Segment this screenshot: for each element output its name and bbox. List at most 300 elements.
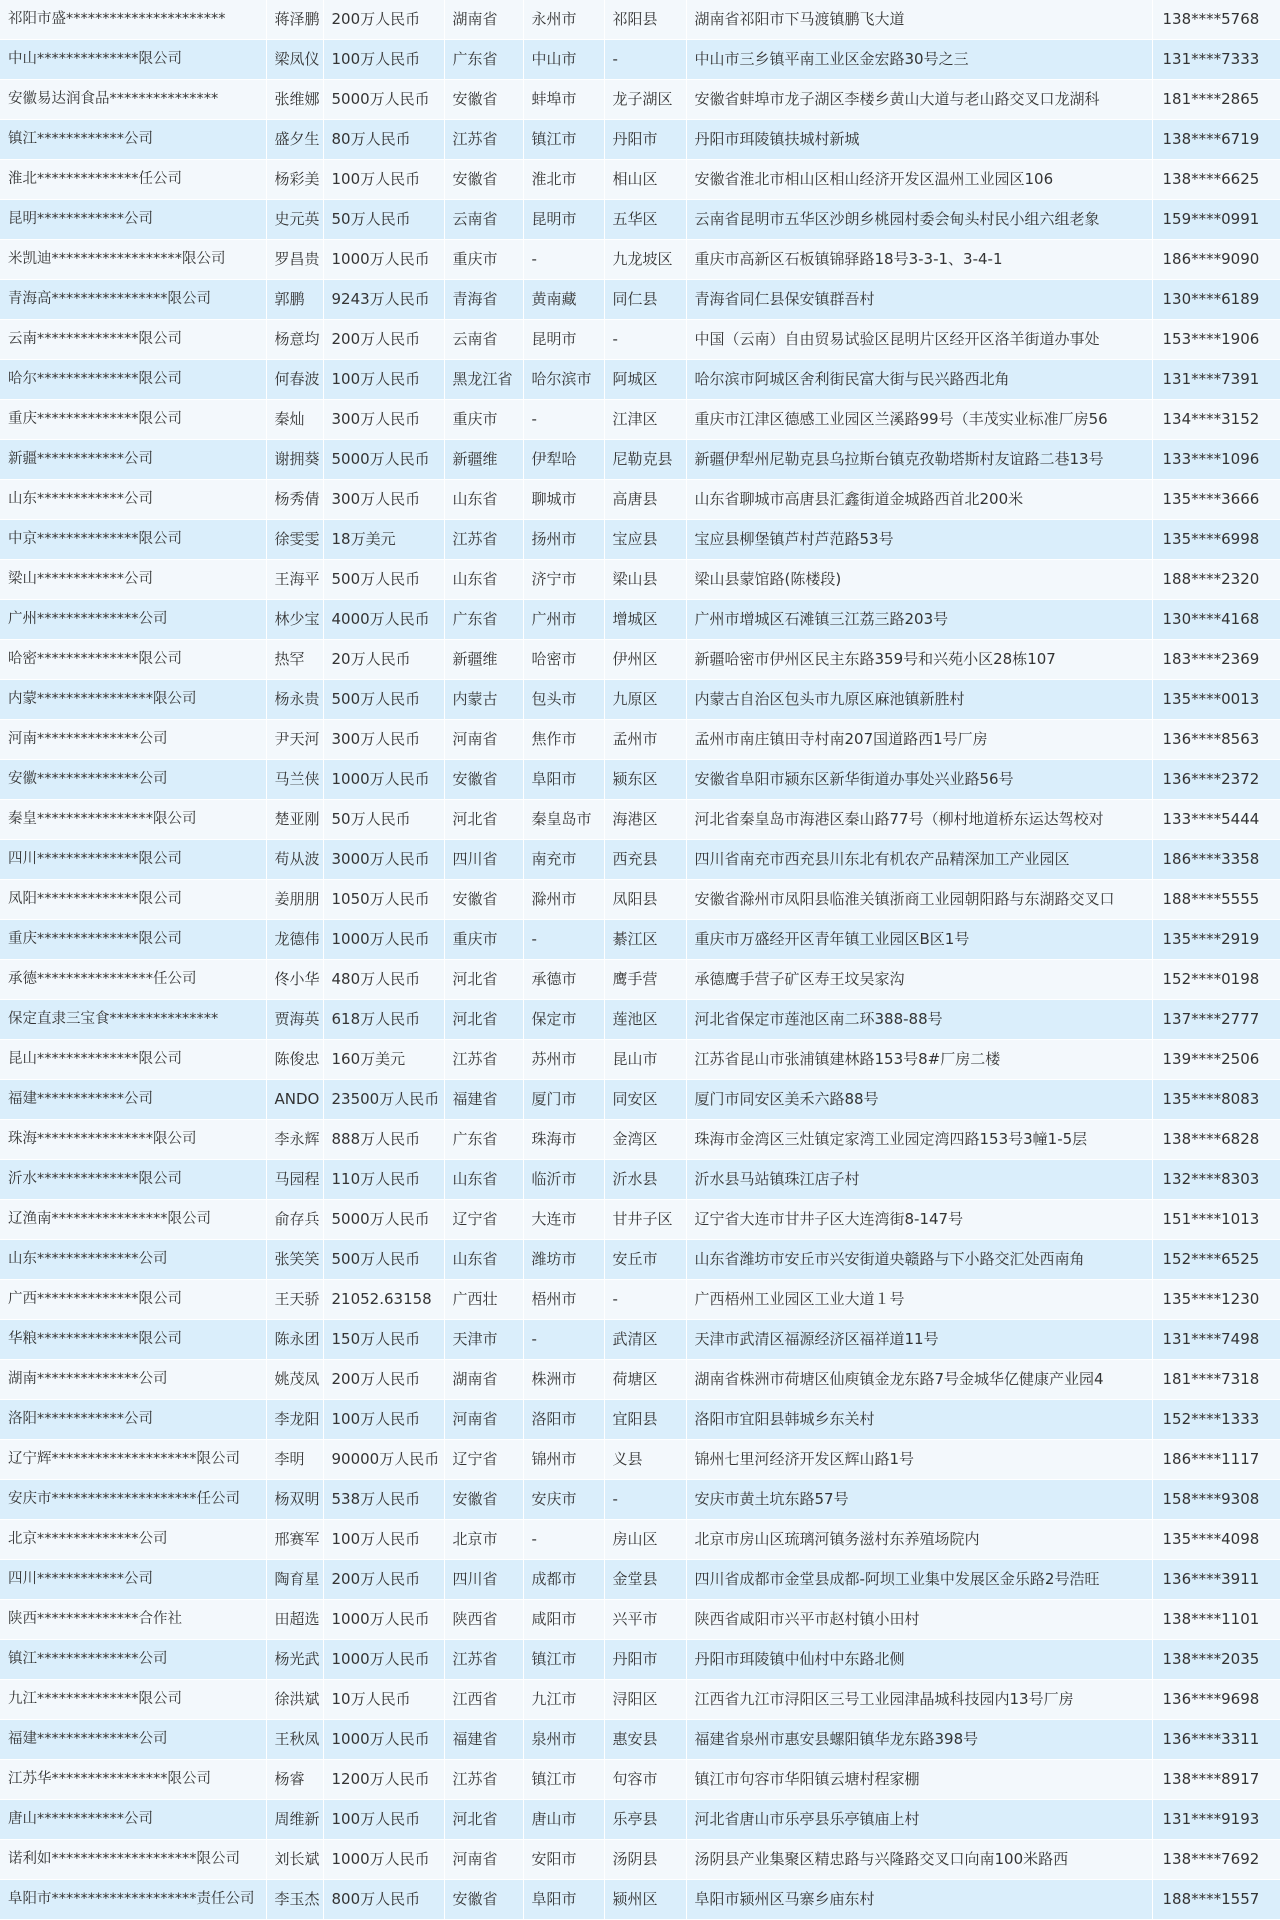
company-cell: 新疆************公司 (0, 440, 266, 480)
phone-cell: 138****1101 (1152, 1600, 1280, 1640)
district-cell: 颍东区 (604, 760, 686, 800)
province-cell: 云南省 (444, 200, 523, 240)
legal-rep-cell: 李永辉 (266, 1120, 323, 1160)
legal-rep-cell: 热罕 (266, 640, 323, 680)
phone-cell: 183****2369 (1152, 640, 1280, 680)
phone-cell: 135****8083 (1152, 1080, 1280, 1120)
table-row (0, 720, 1280, 760)
address-cell: 安徽省阜阳市颍东区新华街道办事处兴业路56号 (686, 760, 1152, 800)
company-cell: 广西**************限公司 (0, 1280, 266, 1320)
capital-cell: 50万人民币 (323, 800, 444, 840)
company-cell: 安徽易达润食品*************** (0, 80, 266, 120)
table-row (0, 1840, 1280, 1880)
company-cell: 祁阳市盛********************** (0, 0, 266, 40)
legal-rep-cell: 蒋泽鹏 (266, 0, 323, 40)
address-cell: 四川省南充市西充县川东北有机农产品精深加工产业园区 (686, 840, 1152, 880)
province-cell: 辽宁省 (444, 1200, 523, 1240)
legal-rep-cell: 杨双明 (266, 1480, 323, 1520)
company-cell: 秦皇****************限公司 (0, 800, 266, 840)
legal-rep-cell: 尹天河 (266, 720, 323, 760)
phone-cell: 138****6625 (1152, 160, 1280, 200)
province-cell: 江苏省 (444, 120, 523, 160)
company-cell: 中山**************限公司 (0, 40, 266, 80)
district-cell: 义县 (604, 1440, 686, 1480)
province-cell: 广东省 (444, 40, 523, 80)
phone-cell: 152****0198 (1152, 960, 1280, 1000)
address-cell: 珠海市金湾区三灶镇定家湾工业园定湾四路153号3幢1-5层 (686, 1120, 1152, 1160)
city-cell: 九江市 (523, 1680, 604, 1720)
district-cell: 房山区 (604, 1520, 686, 1560)
province-cell: 福建省 (444, 1080, 523, 1120)
city-cell: 焦作市 (523, 720, 604, 760)
company-cell: 青海高****************限公司 (0, 280, 266, 320)
address-cell: 镇江市句容市华阳镇云塘村程家棚 (686, 1760, 1152, 1800)
phone-cell: 153****1906 (1152, 320, 1280, 360)
legal-rep-cell: 何春波 (266, 360, 323, 400)
capital-cell: 100万人民币 (323, 160, 444, 200)
company-cell: 哈密**************限公司 (0, 640, 266, 680)
phone-cell: 135****2919 (1152, 920, 1280, 960)
company-cell: 沂水**************限公司 (0, 1160, 266, 1200)
province-cell: 河北省 (444, 1800, 523, 1840)
company-cell: 米凯迪******************限公司 (0, 240, 266, 280)
phone-cell: 136****8563 (1152, 720, 1280, 760)
capital-cell: 1000万人民币 (323, 760, 444, 800)
address-cell: 山东省聊城市高唐县汇鑫街道金城路西首北200米 (686, 480, 1152, 520)
city-cell: 昆明市 (523, 320, 604, 360)
address-cell: 河北省唐山市乐亭县乐亭镇庙上村 (686, 1800, 1152, 1840)
address-cell: 天津市武清区福源经济区福祥道11号 (686, 1320, 1152, 1360)
address-cell: 山东省潍坊市安丘市兴安街道央赣路与下小路交汇处西南角 (686, 1240, 1152, 1280)
legal-rep-cell: 佟小华 (266, 960, 323, 1000)
province-cell: 河南省 (444, 720, 523, 760)
legal-rep-cell: 姚茂凤 (266, 1360, 323, 1400)
address-cell: 新疆哈密市伊州区民主东路359号和兴苑小区28栋107 (686, 640, 1152, 680)
district-cell: 沂水县 (604, 1160, 686, 1200)
city-cell: 镇江市 (523, 1640, 604, 1680)
province-cell: 山东省 (444, 480, 523, 520)
phone-cell: 136****3911 (1152, 1560, 1280, 1600)
province-cell: 黑龙江省 (444, 360, 523, 400)
address-cell: 丹阳市珥陵镇扶城村新城 (686, 120, 1152, 160)
legal-rep-cell: 马兰侠 (266, 760, 323, 800)
company-cell: 华粮**************限公司 (0, 1320, 266, 1360)
phone-cell: 131****7498 (1152, 1320, 1280, 1360)
table-row (0, 440, 1280, 480)
company-cell: 河南**************公司 (0, 720, 266, 760)
province-cell: 福建省 (444, 1720, 523, 1760)
phone-cell: 130****6189 (1152, 280, 1280, 320)
address-cell: 宝应县柳堡镇芦村芦范路53号 (686, 520, 1152, 560)
city-cell: 安庆市 (523, 1480, 604, 1520)
city-cell: 中山市 (523, 40, 604, 80)
address-cell: 广州市增城区石滩镇三江荔三路203号 (686, 600, 1152, 640)
district-cell: 荷塘区 (604, 1360, 686, 1400)
district-cell: 九原区 (604, 680, 686, 720)
province-cell: 北京市 (444, 1520, 523, 1560)
phone-cell: 188****2320 (1152, 560, 1280, 600)
legal-rep-cell: 姜朋朋 (266, 880, 323, 920)
company-cell: 淮北**************任公司 (0, 160, 266, 200)
table-row (0, 920, 1280, 960)
province-cell: 新疆维 (444, 640, 523, 680)
legal-rep-cell: 李玉杰 (266, 1880, 323, 1920)
phone-cell: 133****5444 (1152, 800, 1280, 840)
city-cell: 大连市 (523, 1200, 604, 1240)
capital-cell: 200万人民币 (323, 1360, 444, 1400)
province-cell: 重庆市 (444, 240, 523, 280)
district-cell: 龙子湖区 (604, 80, 686, 120)
district-cell: 相山区 (604, 160, 686, 200)
district-cell: 莲池区 (604, 1000, 686, 1040)
city-cell: 潍坊市 (523, 1240, 604, 1280)
phone-cell: 152****6525 (1152, 1240, 1280, 1280)
legal-rep-cell: 田超选 (266, 1600, 323, 1640)
table-row (0, 200, 1280, 240)
phone-cell: 135****1230 (1152, 1280, 1280, 1320)
district-cell: 句容市 (604, 1760, 686, 1800)
city-cell: 承德市 (523, 960, 604, 1000)
legal-rep-cell: 周维新 (266, 1800, 323, 1840)
address-cell: 厦门市同安区美禾六路88号 (686, 1080, 1152, 1120)
phone-cell: 186****1117 (1152, 1440, 1280, 1480)
district-cell: 金湾区 (604, 1120, 686, 1160)
address-cell: 梁山县蒙馆路(陈楼段) (686, 560, 1152, 600)
table-row (0, 1720, 1280, 1760)
table-row (0, 1640, 1280, 1680)
city-cell: 阜阳市 (523, 760, 604, 800)
address-cell: 江苏省昆山市张浦镇建林路153号8#厂房二楼 (686, 1040, 1152, 1080)
capital-cell: 50万人民币 (323, 200, 444, 240)
city-cell: 滁州市 (523, 880, 604, 920)
capital-cell: 300万人民币 (323, 480, 444, 520)
address-cell: 锦州七里河经济开发区辉山路1号 (686, 1440, 1152, 1480)
table-row (0, 400, 1280, 440)
city-cell: 聊城市 (523, 480, 604, 520)
company-cell: 保定直隶三宝食*************** (0, 1000, 266, 1040)
province-cell: 湖南省 (444, 1360, 523, 1400)
district-cell: 颍州区 (604, 1880, 686, 1920)
address-cell: 江西省九江市浔阳区三号工业园津晶城科技园内13号厂房 (686, 1680, 1152, 1720)
city-cell: 锦州市 (523, 1440, 604, 1480)
address-cell: 广西梧州工业园区工业大道１号 (686, 1280, 1152, 1320)
address-cell: 重庆市江津区德感工业园区兰溪路99号（丰茂实业标准厂房56 (686, 400, 1152, 440)
table-row (0, 1120, 1280, 1160)
district-cell: 兴平市 (604, 1600, 686, 1640)
district-cell: 鹰手营 (604, 960, 686, 1000)
legal-rep-cell: 邢赛军 (266, 1520, 323, 1560)
company-cell: 昆山**************限公司 (0, 1040, 266, 1080)
city-cell: 临沂市 (523, 1160, 604, 1200)
phone-cell: 136****2372 (1152, 760, 1280, 800)
province-cell: 安徽省 (444, 1480, 523, 1520)
capital-cell: 5000万人民币 (323, 1200, 444, 1240)
district-cell: 金堂县 (604, 1560, 686, 1600)
province-cell: 河南省 (444, 1400, 523, 1440)
province-cell: 四川省 (444, 840, 523, 880)
table-row (0, 1800, 1280, 1840)
capital-cell: 23500万人民币 (323, 1080, 444, 1120)
legal-rep-cell: 徐洪斌 (266, 1680, 323, 1720)
district-cell: 阿城区 (604, 360, 686, 400)
province-cell: 河北省 (444, 800, 523, 840)
province-cell: 四川省 (444, 1560, 523, 1600)
legal-rep-cell: 马园程 (266, 1160, 323, 1200)
address-cell: 青海省同仁县保安镇群吾村 (686, 280, 1152, 320)
company-cell: 山东**************公司 (0, 1240, 266, 1280)
phone-cell: 135****0013 (1152, 680, 1280, 720)
capital-cell: 90000万人民币 (323, 1440, 444, 1480)
table-row (0, 120, 1280, 160)
capital-cell: 150万人民币 (323, 1320, 444, 1360)
table-row (0, 1000, 1280, 1040)
table-row (0, 960, 1280, 1000)
table-row (0, 800, 1280, 840)
city-cell: 镇江市 (523, 1760, 604, 1800)
province-cell: 新疆维 (444, 440, 523, 480)
address-cell: 洛阳市宜阳县韩城乡东关村 (686, 1400, 1152, 1440)
capital-cell: 300万人民币 (323, 400, 444, 440)
table-row (0, 80, 1280, 120)
address-cell: 新疆伊犁州尼勒克县乌拉斯台镇克孜勒塔斯村友谊路二巷13号 (686, 440, 1152, 480)
phone-cell: 138****6719 (1152, 120, 1280, 160)
table-row (0, 1440, 1280, 1480)
district-cell: 梁山县 (604, 560, 686, 600)
table-row (0, 360, 1280, 400)
legal-rep-cell: 陈俊忠 (266, 1040, 323, 1080)
city-cell: 梧州市 (523, 1280, 604, 1320)
company-cell: 山东************公司 (0, 480, 266, 520)
company-cell: 重庆**************限公司 (0, 400, 266, 440)
city-cell: 伊犁哈 (523, 440, 604, 480)
district-cell: 汤阴县 (604, 1840, 686, 1880)
capital-cell: 1000万人民币 (323, 1840, 444, 1880)
district-cell: 尼勒克县 (604, 440, 686, 480)
company-cell: 辽渔南****************限公司 (0, 1200, 266, 1240)
company-cell: 重庆**************限公司 (0, 920, 266, 960)
table-row (0, 1360, 1280, 1400)
phone-cell: 138****2035 (1152, 1640, 1280, 1680)
phone-cell: 135****4098 (1152, 1520, 1280, 1560)
table-row (0, 1320, 1280, 1360)
district-cell: - (604, 1480, 686, 1520)
capital-cell: 4000万人民币 (323, 600, 444, 640)
district-cell: 丹阳市 (604, 1640, 686, 1680)
company-cell: 梁山************公司 (0, 560, 266, 600)
capital-cell: 110万人民币 (323, 1160, 444, 1200)
phone-cell: 138****5768 (1152, 0, 1280, 40)
address-cell: 云南省昆明市五华区沙朗乡桃园村委会甸头村民小组六组老象 (686, 200, 1152, 240)
province-cell: 陕西省 (444, 1600, 523, 1640)
phone-cell: 136****3311 (1152, 1720, 1280, 1760)
province-cell: 内蒙古 (444, 680, 523, 720)
table-row (0, 1480, 1280, 1520)
district-cell: 西充县 (604, 840, 686, 880)
province-cell: 河北省 (444, 1000, 523, 1040)
phone-cell: 139****2506 (1152, 1040, 1280, 1080)
company-cell: 诺利如********************限公司 (0, 1840, 266, 1880)
legal-rep-cell: 李明 (266, 1440, 323, 1480)
capital-cell: 480万人民币 (323, 960, 444, 1000)
legal-rep-cell: 谢拥葵 (266, 440, 323, 480)
phone-cell: 188****1557 (1152, 1880, 1280, 1920)
phone-cell: 138****7692 (1152, 1840, 1280, 1880)
legal-rep-cell: 杨睿 (266, 1760, 323, 1800)
address-cell: 孟州市南庄镇田寺村南207国道路西1号厂房 (686, 720, 1152, 760)
province-cell: 重庆市 (444, 920, 523, 960)
table-row (0, 1760, 1280, 1800)
phone-cell: 135****3666 (1152, 480, 1280, 520)
company-cell: 内蒙****************限公司 (0, 680, 266, 720)
city-cell: - (523, 400, 604, 440)
city-cell: 安阳市 (523, 1840, 604, 1880)
phone-cell: 158****9308 (1152, 1480, 1280, 1520)
company-cell: 广州**************公司 (0, 600, 266, 640)
capital-cell: 20万人民币 (323, 640, 444, 680)
district-cell: 宜阳县 (604, 1400, 686, 1440)
capital-cell: 5000万人民币 (323, 440, 444, 480)
city-cell: 哈尔滨市 (523, 360, 604, 400)
city-cell: 株洲市 (523, 1360, 604, 1400)
legal-rep-cell: 盛夕生 (266, 120, 323, 160)
legal-rep-cell: 李龙阳 (266, 1400, 323, 1440)
table-row (0, 1160, 1280, 1200)
city-cell: - (523, 240, 604, 280)
legal-rep-cell: 徐雯雯 (266, 520, 323, 560)
address-cell: 重庆市万盛经开区青年镇工业园区B区1号 (686, 920, 1152, 960)
phone-cell: 133****1096 (1152, 440, 1280, 480)
table-row (0, 280, 1280, 320)
company-cell: 四川**************限公司 (0, 840, 266, 880)
phone-cell: 135****6998 (1152, 520, 1280, 560)
legal-rep-cell: 杨彩美 (266, 160, 323, 200)
capital-cell: 100万人民币 (323, 1800, 444, 1840)
capital-cell: 160万美元 (323, 1040, 444, 1080)
legal-rep-cell: 秦灿 (266, 400, 323, 440)
district-cell: 九龙坡区 (604, 240, 686, 280)
province-cell: 安徽省 (444, 880, 523, 920)
city-cell: - (523, 1520, 604, 1560)
address-cell: 安徽省蚌埠市龙子湖区李楼乡黄山大道与老山路交叉口龙湖科 (686, 80, 1152, 120)
company-cell: 哈尔**************限公司 (0, 360, 266, 400)
capital-cell: 200万人民币 (323, 1560, 444, 1600)
city-cell: 淮北市 (523, 160, 604, 200)
legal-rep-cell: 楚亚刚 (266, 800, 323, 840)
city-cell: 黄南藏 (523, 280, 604, 320)
capital-cell: 200万人民币 (323, 320, 444, 360)
table-row (0, 600, 1280, 640)
district-cell: - (604, 320, 686, 360)
city-cell: 厦门市 (523, 1080, 604, 1120)
address-cell: 丹阳市珥陵镇中仙村中东路北侧 (686, 1640, 1152, 1680)
table-row (0, 40, 1280, 80)
district-cell: 武清区 (604, 1320, 686, 1360)
phone-cell: 134****3152 (1152, 400, 1280, 440)
district-cell: 同安区 (604, 1080, 686, 1120)
province-cell: 山东省 (444, 1240, 523, 1280)
province-cell: 江苏省 (444, 1760, 523, 1800)
company-cell: 江苏华****************限公司 (0, 1760, 266, 1800)
address-cell: 河北省秦皇岛市海港区秦山路77号（柳村地道桥东运达驾校对 (686, 800, 1152, 840)
capital-cell: 100万人民币 (323, 1520, 444, 1560)
phone-cell: 132****8303 (1152, 1160, 1280, 1200)
address-cell: 北京市房山区琉璃河镇务滋村东养殖场院内 (686, 1520, 1152, 1560)
company-cell: 珠海****************限公司 (0, 1120, 266, 1160)
address-cell: 安庆市黄土坑东路57号 (686, 1480, 1152, 1520)
table-row (0, 1600, 1280, 1640)
province-cell: 青海省 (444, 280, 523, 320)
capital-cell: 500万人民币 (323, 1240, 444, 1280)
city-cell: 珠海市 (523, 1120, 604, 1160)
address-cell: 沂水县马站镇珠江店子村 (686, 1160, 1152, 1200)
capital-cell: 888万人民币 (323, 1120, 444, 1160)
table-row (0, 640, 1280, 680)
address-cell: 中山市三乡镇平南工业区金宏路30号之三 (686, 40, 1152, 80)
address-cell: 内蒙古自治区包头市九原区麻池镇新胜村 (686, 680, 1152, 720)
phone-cell: 136****9698 (1152, 1680, 1280, 1720)
city-cell: 永州市 (523, 0, 604, 40)
phone-cell: 181****7318 (1152, 1360, 1280, 1400)
legal-rep-cell: 杨永贵 (266, 680, 323, 720)
legal-rep-cell: 王秋凤 (266, 1720, 323, 1760)
capital-cell: 100万人民币 (323, 1400, 444, 1440)
city-cell: 唐山市 (523, 1800, 604, 1840)
phone-cell: 186****9090 (1152, 240, 1280, 280)
phone-cell: 138****8917 (1152, 1760, 1280, 1800)
legal-rep-cell: 张维娜 (266, 80, 323, 120)
legal-rep-cell: 贾海英 (266, 1000, 323, 1040)
company-cell: 北京**************公司 (0, 1520, 266, 1560)
company-cell: 辽宁辉********************限公司 (0, 1440, 266, 1480)
table-row (0, 0, 1280, 40)
province-cell: 湖南省 (444, 0, 523, 40)
city-cell: 苏州市 (523, 1040, 604, 1080)
company-cell: 云南**************限公司 (0, 320, 266, 360)
province-cell: 广东省 (444, 600, 523, 640)
city-cell: 南充市 (523, 840, 604, 880)
company-cell: 福建************公司 (0, 1080, 266, 1120)
city-cell: 洛阳市 (523, 1400, 604, 1440)
province-cell: 山东省 (444, 560, 523, 600)
phone-cell: 130****4168 (1152, 600, 1280, 640)
capital-cell: 21052.63158 (323, 1280, 444, 1320)
table-row (0, 880, 1280, 920)
city-cell: 咸阳市 (523, 1600, 604, 1640)
address-cell: 哈尔滨市阿城区舍利街民富大街与民兴路西北角 (686, 360, 1152, 400)
legal-rep-cell: 罗昌贵 (266, 240, 323, 280)
capital-cell: 1000万人民币 (323, 1600, 444, 1640)
legal-rep-cell: 陈永团 (266, 1320, 323, 1360)
capital-cell: 1000万人民币 (323, 1720, 444, 1760)
city-cell: 保定市 (523, 1000, 604, 1040)
capital-cell: 10万人民币 (323, 1680, 444, 1720)
address-cell: 重庆市高新区石板镇锦驿路18号3-3-1、3-4-1 (686, 240, 1152, 280)
address-cell: 中国（云南）自由贸易试验区昆明片区经开区洛羊街道办事处 (686, 320, 1152, 360)
capital-cell: 1000万人民币 (323, 920, 444, 960)
capital-cell: 200万人民币 (323, 0, 444, 40)
province-cell: 江苏省 (444, 1040, 523, 1080)
legal-rep-cell: 苟从波 (266, 840, 323, 880)
capital-cell: 80万人民币 (323, 120, 444, 160)
district-cell: 綦江区 (604, 920, 686, 960)
company-cell: 洛阳************公司 (0, 1400, 266, 1440)
phone-cell: 152****1333 (1152, 1400, 1280, 1440)
phone-cell: 186****3358 (1152, 840, 1280, 880)
legal-rep-cell: 王天骄 (266, 1280, 323, 1320)
province-cell: 天津市 (444, 1320, 523, 1360)
capital-cell: 800万人民币 (323, 1880, 444, 1920)
legal-rep-cell: 杨秀倩 (266, 480, 323, 520)
